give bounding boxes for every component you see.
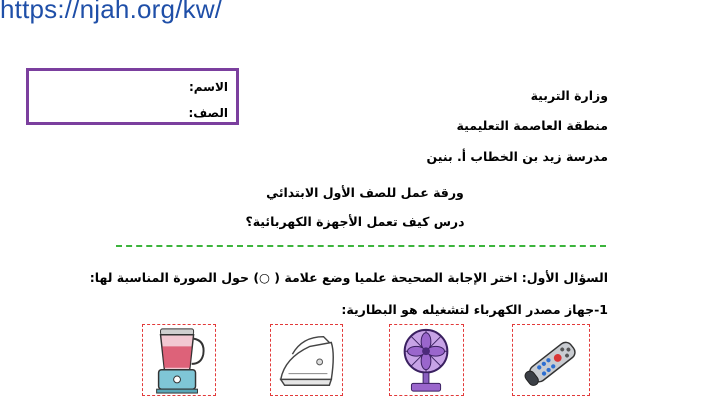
choice-remote[interactable] [512, 324, 590, 396]
watermark-url: https://njah.org/kw/ [0, 0, 223, 24]
electric-fan-icon [390, 325, 463, 395]
student-info-box [26, 68, 239, 125]
district-name: منطقة العاصمة التعليمية [456, 118, 608, 133]
lesson-title: درس كيف تعمل الأجهزة الكهربائية؟ [245, 214, 465, 229]
ministry-name: وزارة التربية [530, 88, 608, 103]
remote-control-icon [513, 325, 589, 395]
school-name: مدرسة زيد بن الخطاب أ. بنين [426, 149, 608, 164]
blender-icon [143, 325, 215, 395]
choice-fan[interactable] [389, 324, 464, 396]
clothes-iron-icon [271, 325, 342, 395]
section-divider [116, 245, 606, 247]
worksheet-title: ورقة عمل للصف الأول الابتدائي [266, 185, 464, 200]
choice-blender[interactable] [142, 324, 216, 396]
question-1-prompt: السؤال الأول: اختر الإجابة الصحيحة علميا وضع علامة ( ○) حول الصورة المناسبة لها: [89, 270, 608, 285]
name-label: الاسم: [188, 80, 228, 94]
class-label: الصف: [188, 106, 228, 120]
question-1-item-1: 1-جهاز مصدر الكهرباء لتشغيله هو البطارية: [341, 302, 608, 317]
choice-iron[interactable] [270, 324, 343, 396]
